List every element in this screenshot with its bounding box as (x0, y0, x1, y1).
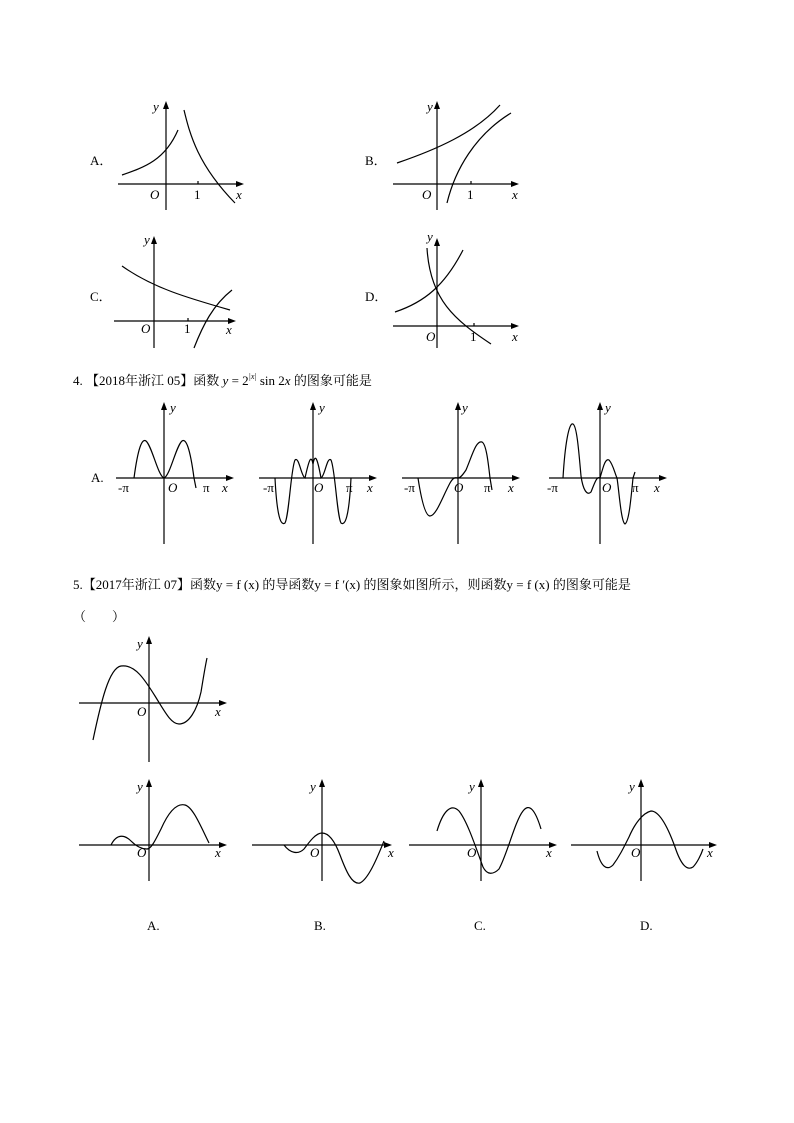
q4-stem (73, 370, 372, 389)
y-label: y (629, 779, 635, 794)
x-label: x (546, 845, 552, 860)
y-label: y (170, 400, 176, 415)
q4-graph-d (545, 398, 675, 548)
x-label: x (222, 480, 228, 495)
y-axis-arrow (146, 636, 152, 644)
x-label: x (226, 322, 232, 337)
origin-label: O (314, 480, 324, 495)
y-axis-arrow (638, 779, 644, 787)
q5-answer-paren: （ ） (73, 609, 126, 624)
curve (597, 811, 703, 868)
q3-graph-d (385, 230, 525, 350)
q4-graph-a (112, 398, 242, 548)
q4-source: 【2018年浙江 05】 (86, 373, 194, 388)
y-axis-arrow (434, 238, 440, 246)
y-axis-arrow (597, 402, 603, 410)
x-label: x (707, 845, 713, 860)
y-axis-arrow (319, 779, 325, 787)
y-axis-arrow (146, 779, 152, 787)
x-label: x (236, 187, 242, 202)
y-label: y (153, 99, 159, 114)
neg-pi-label: -π (547, 480, 558, 495)
x-label: x (215, 704, 221, 719)
x-axis-arrow (659, 475, 667, 481)
pi-label: π (484, 480, 491, 495)
y-axis-arrow (455, 402, 461, 410)
q5-option-label-a: A. (147, 918, 160, 933)
tick-label-1: 1 (194, 187, 201, 202)
tick-label-1: 1 (467, 187, 474, 202)
y-label: y (144, 232, 150, 247)
q4-formula-eq: = 2 (228, 373, 249, 388)
q4-formula-rest: sin 2 (259, 373, 285, 388)
q4-text-before: 函数 (193, 373, 220, 388)
origin-label: O (141, 321, 151, 336)
q3-graph-a (110, 95, 250, 215)
derivative-curve (93, 658, 207, 740)
origin-label: O (168, 480, 178, 495)
q5-source: 【2017年浙江 07】 (82, 577, 191, 592)
q5-option-label-b: B. (314, 918, 326, 933)
y-label: y (319, 400, 325, 415)
y-label: y (427, 99, 433, 114)
origin-label: O (631, 845, 641, 860)
curve (284, 833, 384, 883)
curve (563, 424, 635, 524)
y-axis-arrow (161, 402, 167, 410)
y-label: y (462, 400, 468, 415)
q4-formula-exponent: |x| (248, 372, 257, 381)
curve (437, 808, 541, 874)
origin-label: O (422, 187, 432, 202)
origin-label: O (454, 480, 464, 495)
x-label: x (388, 845, 394, 860)
tick-label-1: 1 (184, 321, 191, 336)
neg-pi-label: -π (263, 480, 274, 495)
curve (134, 440, 196, 488)
q5-stem (73, 574, 631, 593)
origin-label: O (150, 187, 160, 202)
q5-graph-a (75, 775, 235, 885)
q5-text: 函数y = f (x) 的导函数y = f ′(x) 的图象如图所示，则函数y = f (x) 的图象可能是 (190, 577, 631, 592)
y-axis-arrow (478, 779, 484, 787)
y-axis-arrow (434, 101, 440, 109)
option-label-b: B． (365, 153, 387, 168)
origin-label: O (426, 329, 436, 344)
option-label-c: C． (90, 289, 112, 304)
curve-increasing-log (194, 290, 232, 348)
tick-label-1: 1 (470, 329, 477, 344)
neg-pi-label: -π (404, 480, 415, 495)
option-label-a: A． (90, 153, 113, 168)
q4-graph-c (398, 398, 528, 548)
curve-exp (122, 130, 178, 175)
y-axis-arrow (310, 402, 316, 410)
pi-label: π (346, 480, 353, 495)
q5-graph-c (405, 775, 565, 885)
x-label: x (215, 845, 221, 860)
q5-option-label-d: D. (640, 918, 653, 933)
origin-label: O (137, 845, 147, 860)
x-label: x (508, 480, 514, 495)
y-axis-arrow (163, 101, 169, 109)
q4-formula-var: x (284, 373, 291, 388)
curve (111, 805, 209, 849)
q4-text-after: 的图象可能是 (293, 373, 372, 388)
q3-graph-c (108, 230, 248, 350)
q5-graph-b (248, 775, 408, 885)
option-label-d: D． (365, 289, 388, 304)
y-label: y (310, 779, 316, 794)
q4-graph-b (255, 398, 385, 548)
q5-derivative-graph (75, 632, 235, 767)
y-label: y (427, 229, 433, 244)
pi-label: π (203, 480, 210, 495)
q3-graph-b (385, 95, 525, 215)
q5-number: 5. (73, 577, 83, 592)
y-label: y (137, 779, 143, 794)
q5-option-label-c: C. (474, 918, 486, 933)
q4-option-label-a: A. (91, 470, 104, 485)
y-label: y (137, 636, 143, 651)
q5-graph-d (567, 775, 727, 885)
x-label: x (512, 187, 518, 202)
origin-label: O (467, 845, 477, 860)
q4-formula-lhs: y (222, 373, 229, 388)
pi-label: π (632, 480, 639, 495)
curve-increasing-exp (395, 250, 463, 312)
x-label: x (654, 480, 660, 495)
curve-decreasing-exp (122, 266, 230, 310)
curve (418, 442, 492, 516)
curve-log (447, 113, 511, 203)
origin-label: O (137, 704, 147, 719)
y-label: y (469, 779, 475, 794)
curve-log (184, 110, 235, 203)
y-label: y (605, 400, 611, 415)
x-label: x (512, 329, 518, 344)
origin-label: O (602, 480, 612, 495)
x-label: x (367, 480, 373, 495)
neg-pi-label: -π (118, 480, 129, 495)
q4-number: 4. (73, 373, 83, 388)
origin-label: O (310, 845, 320, 860)
y-axis-arrow (151, 236, 157, 244)
